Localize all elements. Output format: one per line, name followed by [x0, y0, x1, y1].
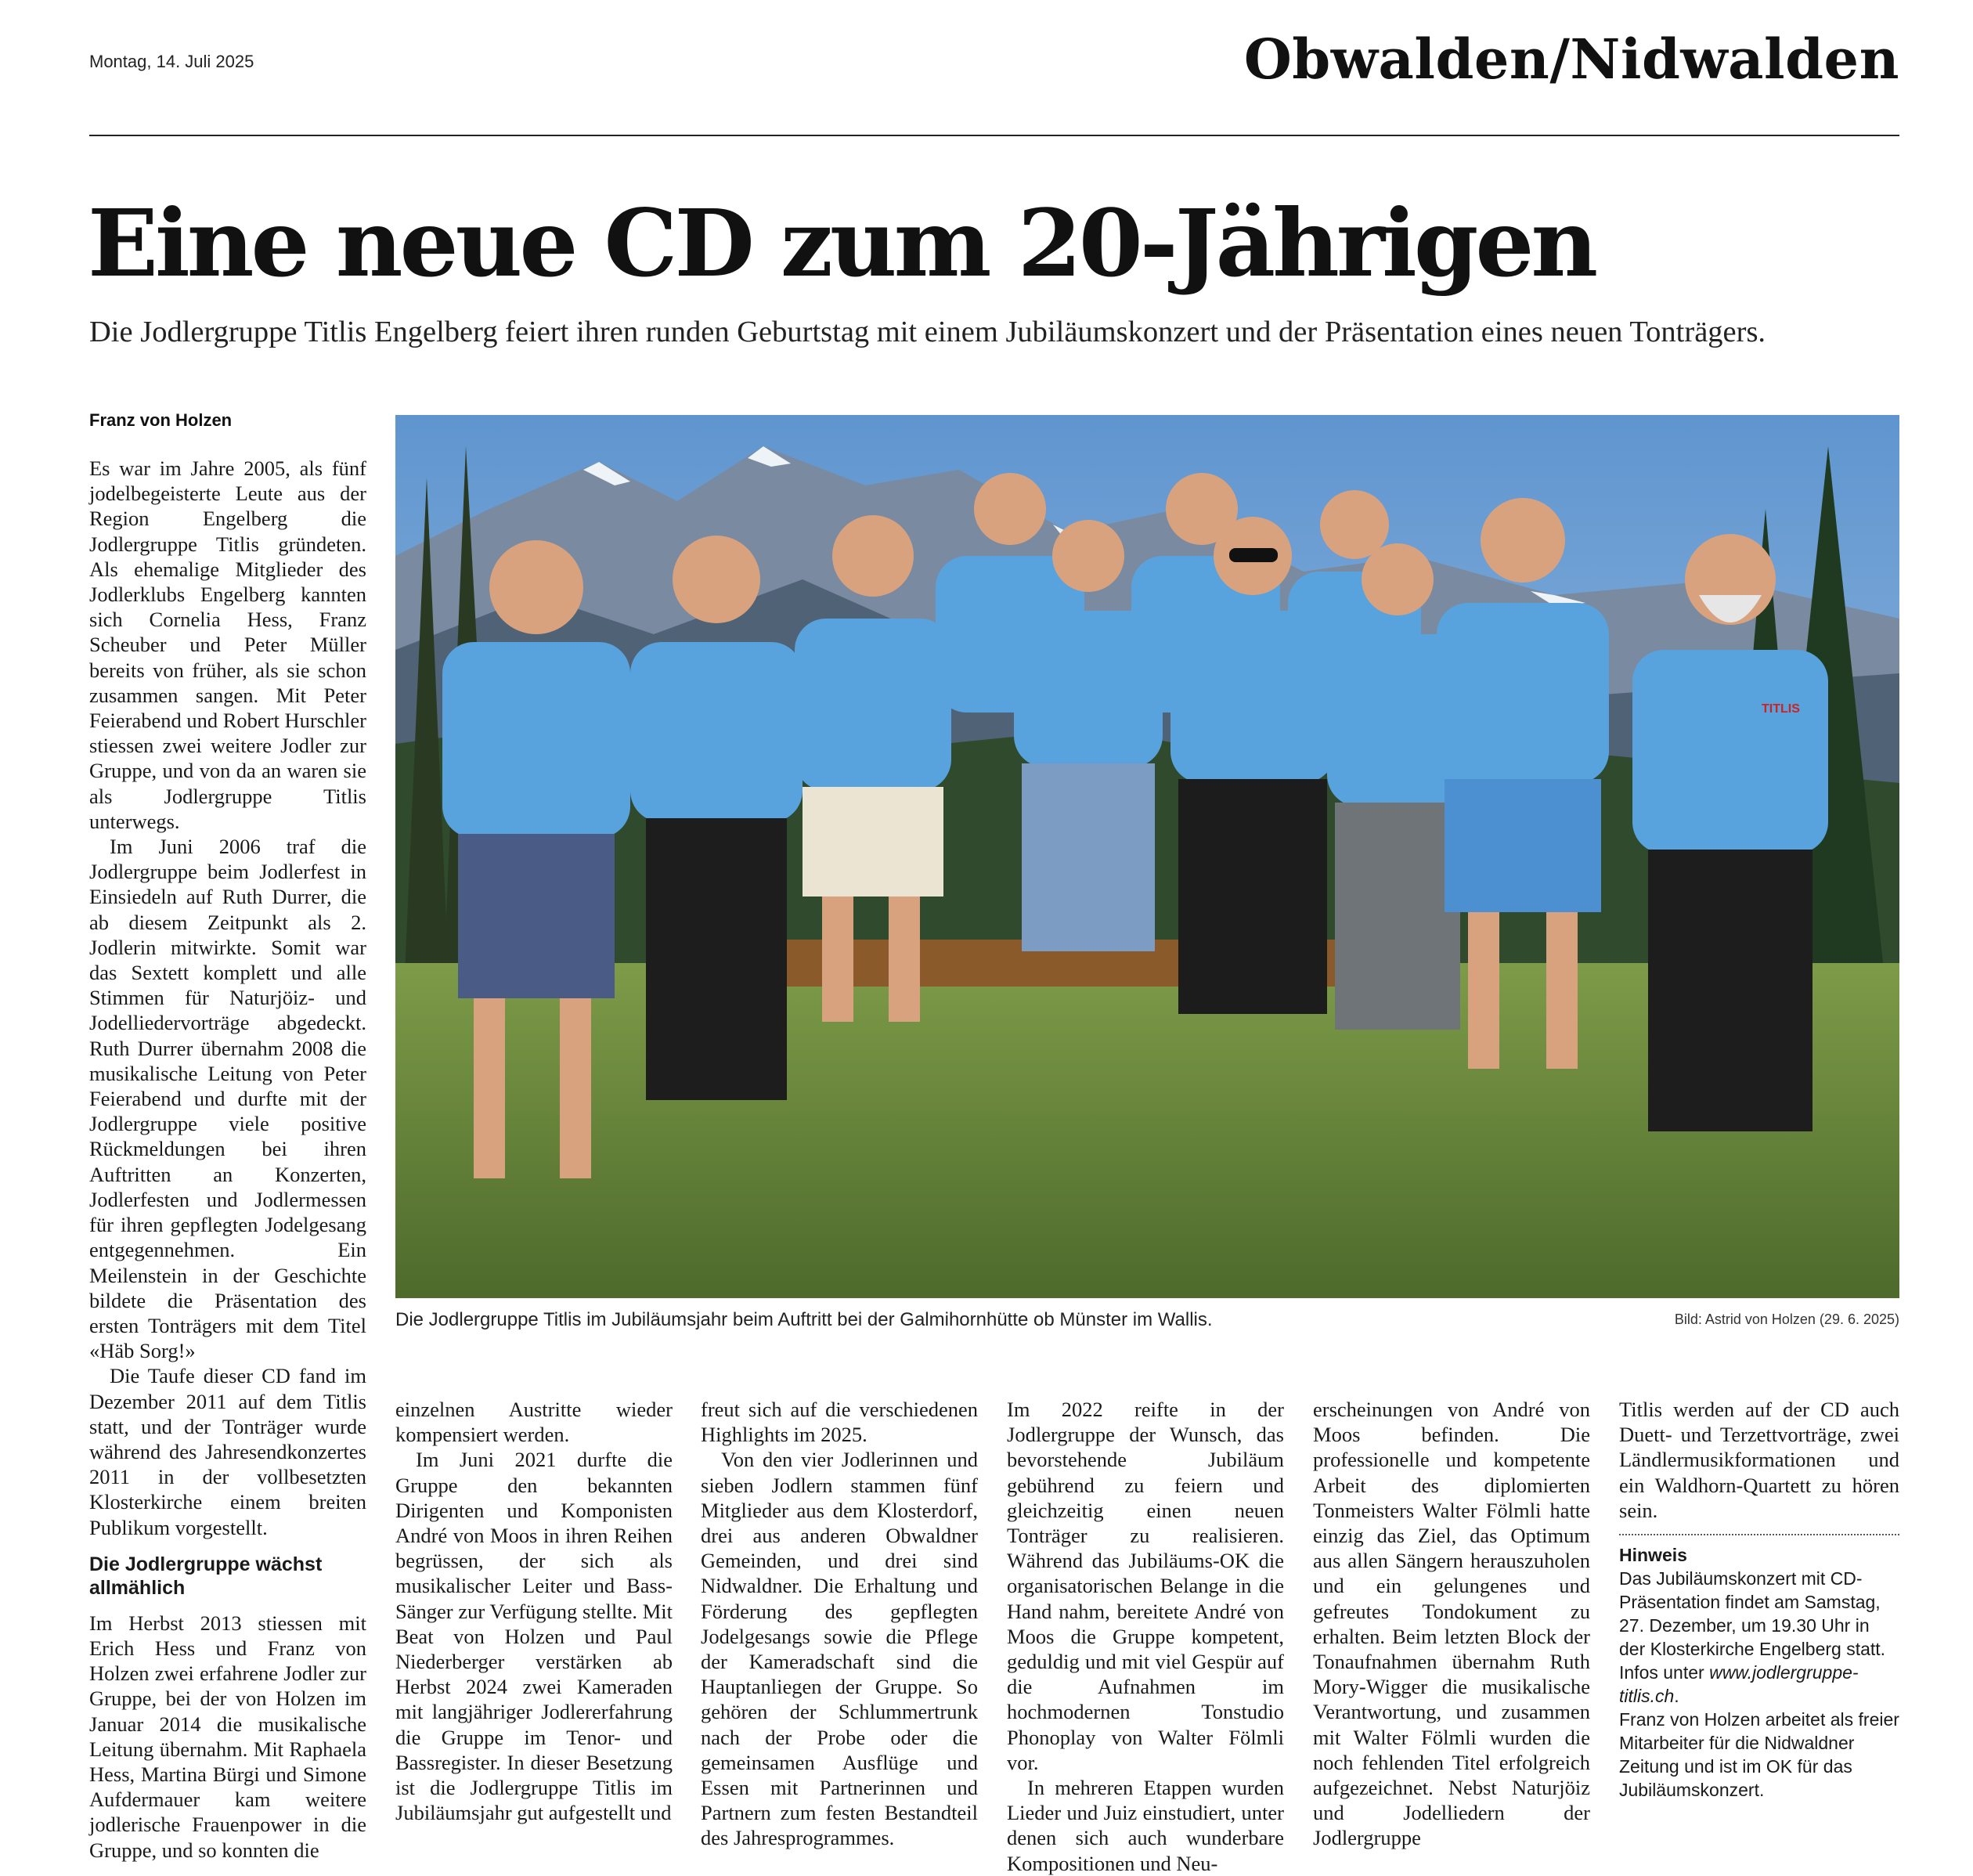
paragraph: Im 2022 reifte in der Jodlergruppe der Wunsch, das bevorstehende Jubiläum gebührend zu feiern und gleichzeitig einen neuen Tonträger zu realisieren. Während das Jubiläums-OK die organisatorischen Belange in die Hand nahm, bereitete André von Moos die Gruppe kompetent, geduldig und mit viel Gespür auf die Aufnahmen im hochmodernen Tonstudio Phonoplay von Walter Fölmli vor. [1007, 1398, 1284, 1774]
paragraph: In mehreren Etappen wurden Lieder und Juiz einstudiert, unter denen sich auch wunderbare Kompositionen und Neu- [1007, 1776, 1284, 1875]
paragraph: Von den vier Jodlerinnen und sieben Jodlern stammen fünf Mitglieder aus dem Klosterdorf, drei aus anderen Obwaldner Gemeinden, und drei sind Nidwaldner. Die Erhaltung und Förderung des gepflegten Jodelgesangs sowie die Pflege der Kameradschaft sind die Hauptanliegen der Gruppe. So gehören der Schlummertrunk nach der Probe oder die gemeinsamen Ausflüge und Essen mit Partnerinnen und Partnern zum festen Bestandteil des Jahresprogrammes. [701, 1448, 978, 1850]
group-photo-illustration [395, 415, 1899, 1298]
group-photo [395, 415, 1899, 1298]
paragraph: Im Juni 2006 traf die Jodlergruppe beim Jodlerfest in Einsiedeln auf Ruth Durrer, die ab diesem Zeitpunkt als 2. Jodlerin mitwirkte. Somit war das Sextett komplett und alle Stimmen für Naturjöiz- und Jodelliedervorträge abgedeckt. Ruth Durrer übernahm 2008 die musikalische Leitung von Peter Feierabend und durfte mit der Jodlergruppe viele positive Rückmeldungen bei ihren Auftritten an Konzerten, Jodlerfesten und Jodlermessen für ihren gepflegten Jodelgesang entgegennehmen. Ein Meilenstein in der Geschichte bildete die Präsentation des ersten Tonträgers mit dem Titel «Häb Sorg!» [89, 835, 366, 1363]
article-column-1 [89, 456, 366, 1863]
hinweis-period: . [1674, 1686, 1679, 1707]
divider [1619, 1534, 1899, 1535]
article-column-3 [701, 1397, 978, 1851]
hinweis-body: Das Jubiläumskonzert mit CD-Präsentation findet am Samstag, 27. Dezember, um 19.30 Uhr in der Klosterkirche Engelberg statt. Infos unter [1619, 1568, 1886, 1683]
article-column-2 [395, 1397, 673, 1825]
paragraph: Die Taufe dieser CD fand im Dezember 2011 auf dem Titlis statt, und der Tonträger wurde während des Jahresendkonzertes 2011 in der vollbesetzten Klosterkirche einem breiten Publikum vorgestellt. [89, 1364, 366, 1539]
headline: Eine neue CD zum 20-Jährigen [88, 189, 1596, 298]
article-column-5 [1313, 1397, 1590, 1851]
photo-caption: Die Jodlergruppe Titlis im Jubiläumsjahr beim Auftritt bei der Galmihornhütte ob Münster im Wallis. [395, 1309, 1213, 1330]
issue-date: Montag, 14. Juli 2025 [89, 52, 254, 71]
paragraph: Im Herbst 2013 stiessen mit Erich Hess und Franz von Holzen zwei erfahrene Jodler zur Gruppe, bei der von Holzen im Januar 2014 die musikalische Leitung übernahm. Mit Raphaela Hess, Martina Bürgi und Simone Aufdermauer kam weitere jodlerische Frauenpower in die Gruppe, und so konnten die [89, 1611, 366, 1862]
lead-text: Die Jodlergruppe Titlis Engelberg feiert ihren runden Geburtstag mit einem Jubiläumskonzert und der Präsentation eines neuen Tonträgers. [89, 316, 1766, 348]
paragraph: freut sich auf die verschiedenen Highlights im 2025. [701, 1398, 978, 1447]
paragraph: einzelnen Austritte wieder kompensiert werden. [395, 1398, 673, 1447]
article-column-6 [1619, 1397, 1899, 1802]
hinweis-link[interactable]: www.jodlergruppe-titlis.ch [1619, 1662, 1859, 1707]
hinweis-title: Hinweis [1619, 1545, 1687, 1566]
photo-credit: Bild: Astrid von Holzen (29. 6. 2025) [1674, 1311, 1899, 1327]
paragraph: erscheinungen von André von Moos befinden. Die professionelle und kompetente Arbeit des diplomierten Tonmeisters Walter Fölmli hatte einzig das Ziel, das Optimum aus allen Sängern herauszuholen und ein gelungenes und gefreutes Tondokument zu erhalten. Beim letzten Block der Tonaufnahmen übernahm Ruth Mory-Wigger die musikalische Verantwortung, und zusammen mit Walter Fölmli wurden die noch fehlenden Titel erfolgreich aufgezeichnet. Nebst Naturjöiz und Jodelliedern der Jodlergruppe [1313, 1398, 1590, 1850]
hinweis-text [1619, 1567, 1899, 1708]
paragraph: Im Juni 2021 durfte die Gruppe den bekannten Dirigenten und Komponisten André von Moos in ihren Reihen begrüssen, der sich als musikalischer Leiter und Bass-Sänger zur Verfügung stellte. Mit Beat von Holzen und Paul Niederberger verstärken ab Herbst 2024 zwei Kameraden mit langjähriger Jodlererfahrung die Gruppe im Tenor- und Bassregister. In dieser Besetzung ist die Jodlergruppe Titlis im Jubiläumsjahr gut aufgestellt und [395, 1448, 673, 1825]
header-rule [89, 135, 1899, 136]
subheading: Die Jodlergruppe wächst allmählich [89, 1553, 323, 1599]
author-note: Franz von Holzen arbeitet als freier Mitarbeiter für die Nidwaldner Zeitung und ist im OK für das Jubiläumskonzert. [1619, 1709, 1899, 1801]
paragraph: Es war im Jahre 2005, als fünf jodelbegeisterte Leute aus der Region Engelberg die Jodlergruppe Titlis gründeten. Als ehemalige Mitglieder des Jodlerklubs Engelberg kannten sich Cornelia Hess, Franz Scheuber und Peter Müller bereits von früher, als sie schon zusammen sangen. Mit Peter Feierabend und Robert Hurschler stiessen zwei weitere Jodler zur Gruppe, und von da an waren sie als Jodlergruppe Titlis unterwegs. [89, 456, 366, 833]
byline: Franz von Holzen [89, 410, 233, 430]
paragraph: Titlis werden auf der CD auch Duett- und Terzettvorträge, zwei Ländlermusikformationen und ein Waldhorn-Quartett zu hören sein. [1619, 1398, 1899, 1522]
article-column-4 [1007, 1397, 1284, 1876]
section-title: Obwalden/Nidwalden [1243, 27, 1899, 92]
shirt-logo: TITLIS [1762, 702, 1800, 716]
